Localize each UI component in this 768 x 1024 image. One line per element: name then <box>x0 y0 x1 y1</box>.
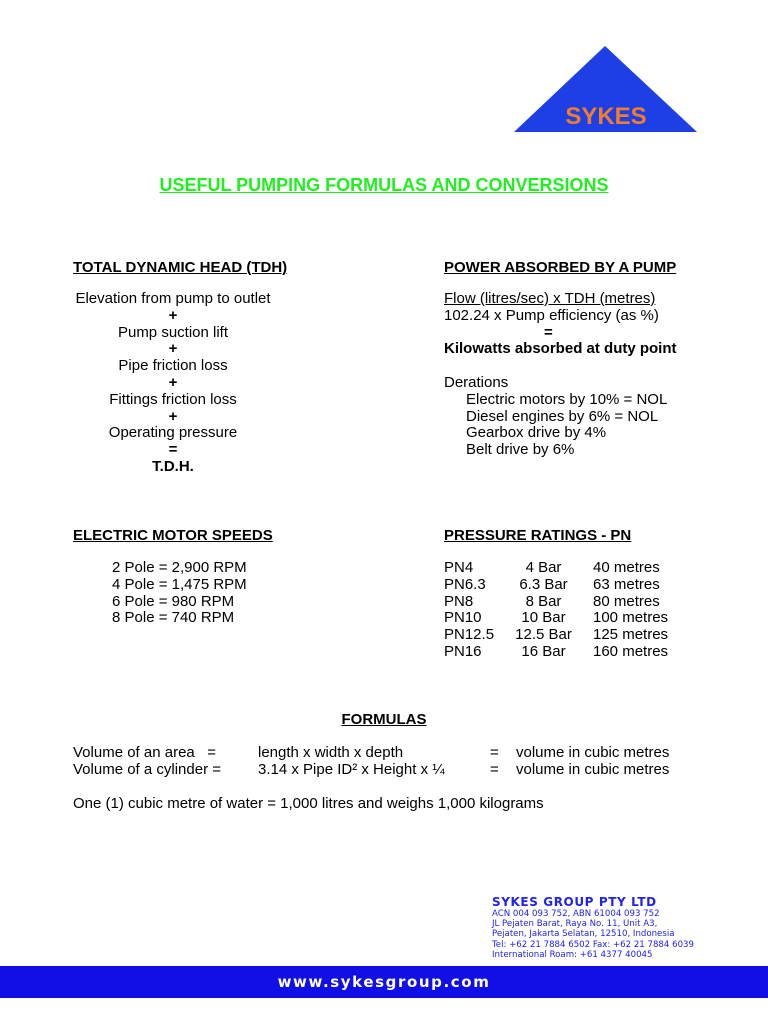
motor-item: 8 Pole = 740 RPM <box>112 609 235 627</box>
motor-item: 2 Pole = 2,900 RPM <box>112 559 247 576</box>
pn-metres: 160 metres <box>593 642 669 660</box>
table-row <box>444 644 668 661</box>
company-line: ACN 004 093 752, ABN 61004 093 752 <box>492 909 660 919</box>
pn-class: PN6.3 <box>444 575 486 593</box>
deration-item: Gearbox drive by 4% <box>466 424 607 442</box>
table-row <box>444 594 668 611</box>
deration-item: Electric motors by 10% = NOL <box>466 390 668 408</box>
tdh-operator: + <box>168 340 178 358</box>
pn-class: PN4 <box>444 559 474 576</box>
formula-equals: = <box>490 744 499 761</box>
formula-expression: length x width x depth <box>258 744 404 761</box>
tdh-line: Pipe friction loss <box>118 357 228 375</box>
power-formula <box>444 291 744 459</box>
deration-item: Belt drive by 6% <box>466 441 575 459</box>
company-name: SYKES GROUP PTY LTD <box>492 895 657 909</box>
pn-bar: 12.5 Bar <box>515 626 572 644</box>
spacer <box>444 358 744 375</box>
tdh-line: Operating pressure <box>108 424 238 442</box>
pressure-heading: PRESSURE RATINGS - PN <box>444 527 632 544</box>
pn-metres: 80 metres <box>593 592 660 610</box>
pn-class: PN16 <box>444 642 482 660</box>
formulas-heading: FORMULAS <box>341 711 427 728</box>
pn-bar: 16 Bar <box>521 642 566 660</box>
pn-class: PN10 <box>444 609 482 627</box>
power-result: Kilowatts absorbed at duty point <box>444 340 677 358</box>
table-row <box>444 560 668 577</box>
formulas-table <box>73 745 669 779</box>
tdh-operator: + <box>168 373 178 391</box>
website-link[interactable]: www.sykesgroup.com <box>0 966 768 998</box>
motor-item: 4 Pole = 1,475 RPM <box>112 575 247 593</box>
logo-text: SYKES <box>565 103 647 130</box>
formula-equals: = <box>490 760 499 778</box>
table-row <box>444 610 668 627</box>
sykes-logo <box>514 46 697 133</box>
company-line: Tel: +62 21 7884 6502 Fax: +62 21 7884 6039 <box>492 939 694 950</box>
pn-bar: 8 Bar <box>525 592 562 610</box>
formula-result: volume in cubic metres <box>516 760 670 778</box>
tdh-heading: TOTAL DYNAMIC HEAD (TDH) <box>73 259 288 276</box>
tdh-line: Elevation from pump to outlet <box>75 290 271 307</box>
formula-expression: 3.14 x Pipe ID² x Height x ¼ <box>258 760 445 778</box>
pn-class: PN8 <box>444 592 474 610</box>
motor-list <box>112 560 247 627</box>
power-numerator: Flow (litres/sec) x TDH (metres) <box>444 290 656 307</box>
tdh-formula <box>73 291 273 476</box>
deration-item: Diesel engines by 6% = NOL <box>466 407 659 425</box>
formula-label: Volume of a cylinder = <box>73 760 222 778</box>
tdh-operator: + <box>168 407 178 425</box>
pn-class: PN12.5 <box>444 626 495 644</box>
tdh-line: Pump suction lift <box>117 323 229 341</box>
power-denominator: 102.24 x Pump efficiency (as %) <box>444 306 659 324</box>
table-row <box>73 762 669 779</box>
formula-result: volume in cubic metres <box>516 744 670 761</box>
pn-metres: 125 metres <box>593 626 669 644</box>
pn-metres: 63 metres <box>593 575 660 593</box>
company-line: International Roam: +61 4377 40045 <box>492 949 653 960</box>
power-heading: POWER ABSORBED BY A PUMP <box>444 259 677 276</box>
company-line: Pejaten, Jakarta Selatan, 12510, Indonesia <box>492 929 675 940</box>
water-note: One (1) cubic metre of water = 1,000 litres and weighs 1,000 kilograms <box>73 795 544 812</box>
company-line: JL Pejaten Barat, Raya No. 11, Unit A3, <box>492 919 658 930</box>
pn-bar: 10 Bar <box>521 609 566 627</box>
formula-label: Volume of an area = <box>73 744 217 761</box>
tdh-result: T.D.H. <box>152 457 194 475</box>
tdh-line: Fittings friction loss <box>109 390 237 408</box>
tdh-operator: + <box>168 306 178 324</box>
pn-bar: 4 Bar <box>525 559 562 576</box>
company-address <box>492 895 694 960</box>
motor-heading: ELECTRIC MOTOR SPEEDS <box>73 527 273 544</box>
pressure-table <box>444 560 668 661</box>
pn-bar: 6.3 Bar <box>519 575 568 593</box>
table-row <box>444 577 668 594</box>
motor-item: 6 Pole = 980 RPM <box>112 592 235 610</box>
pn-metres: 40 metres <box>593 559 660 576</box>
power-equals: = <box>544 323 553 341</box>
pn-metres: 100 metres <box>593 609 669 627</box>
page-title: USEFUL PUMPING FORMULAS AND CONVERSIONS <box>159 175 609 195</box>
tdh-operator: = <box>168 441 178 459</box>
table-row <box>444 627 668 644</box>
derations-label: Derations <box>444 373 509 391</box>
table-row <box>73 745 669 762</box>
